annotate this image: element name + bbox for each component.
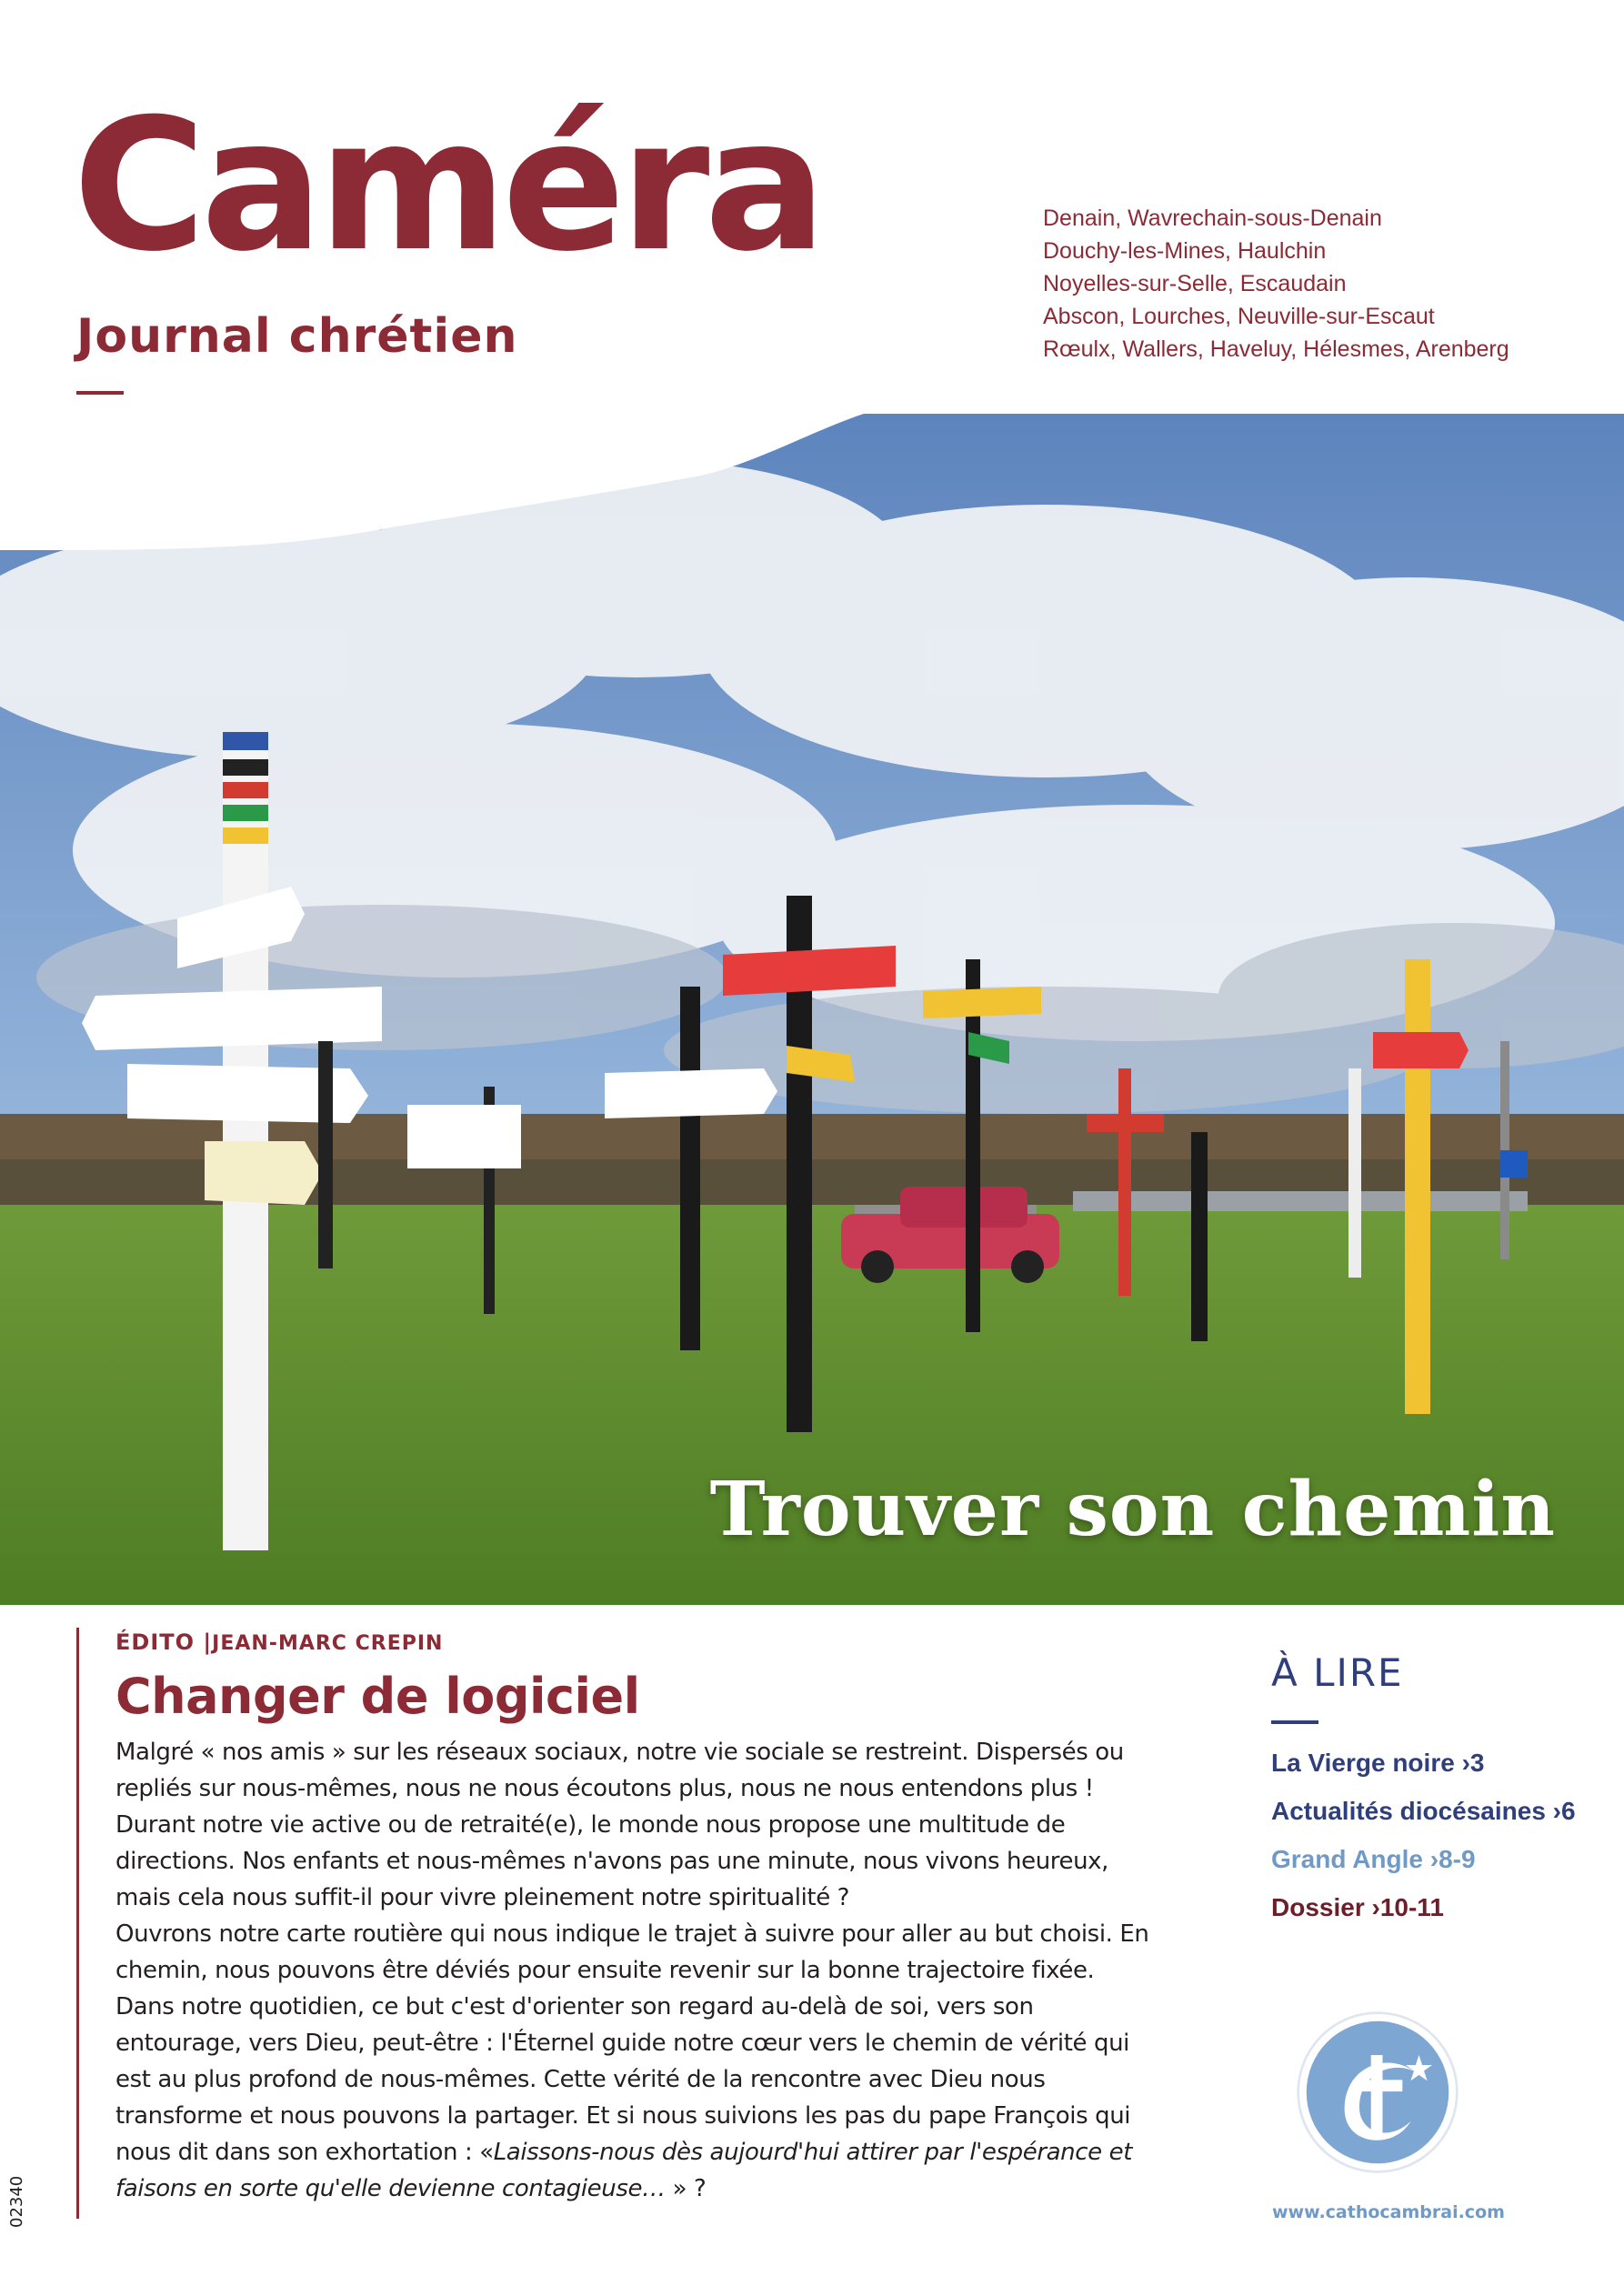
town-list bbox=[1043, 202, 1509, 366]
pope-quote: Laissons-nous dès aujourd'hui attirer par l'espérance et faisons en sorte qu'elle devienne contagieuse… bbox=[115, 2139, 1132, 2202]
a-lire-section bbox=[1271, 1650, 1580, 1931]
cover-headline: Trouver son chemin bbox=[709, 1466, 1556, 1553]
a-lire-divider bbox=[1271, 1720, 1318, 1724]
a-lire-item: La Vierge noire ›3 bbox=[1271, 1749, 1485, 1777]
edito-body bbox=[115, 1734, 1158, 2207]
edition-code: 02340 bbox=[7, 2175, 26, 2228]
masthead-subtitle: Journal chrétien bbox=[76, 309, 518, 364]
town-line: Douchy-les-Mines, Haulchin bbox=[1043, 238, 1327, 264]
edito-paragraph: Ouvrons notre carte routière qui nous indique le trajet à suivre pour aller au but choisi. En chemin, nous pouvons être déviés pour ensuite revenir sur la bonne trajectoire fixée. Dans notre quotidien, ce but c'est d'orienter son regard au-delà de soi, vers son entourage, vers Dieu, peut-être : l'Éternel guide notre cœur vers le chemin de vérité qui est au plus profond de nous-mêmes. Cette vérité de la rencontre avec Dieu nous transforme et nous pouvons la partager. Et si nous suivions les pas du pape François qui nous dit dans son exhortation : «Laissons-nous dès aujourd'hui attirer par l'espérance et faisons en sorte qu'elle devienne contagieuse… » ? bbox=[115, 1920, 1149, 2202]
masthead-divider bbox=[76, 391, 124, 395]
edito-author: JEAN-MARC CREPIN bbox=[212, 1632, 444, 1655]
masthead-title: Caméra bbox=[73, 80, 822, 292]
diocese-logo-icon bbox=[1295, 2010, 1460, 2175]
edito-title: Changer de logiciel bbox=[115, 1668, 640, 1725]
town-line: Rœulx, Wallers, Haveluy, Hélesmes, Arenberg bbox=[1043, 336, 1509, 362]
edito-paragraph: Malgré « nos amis » sur les réseaux sociaux, notre vie sociale se restreint. Dispersés ou repliés sur nous-mêmes, nous ne nous écoutons plus, nous ne nous entendons plus ! Durant notre vie active ou de retraité(e), le monde nous propose une multitude de directions. Nos enfants et nous-mêmes n'avons pas une minute, nous vivons heureux, mais cela nous suffit-il pour vivre pleinement notre spiritualité ? bbox=[115, 1739, 1124, 1911]
a-lire-title: À LIRE bbox=[1271, 1650, 1404, 1695]
town-line: Denain, Wavrechain-sous-Denain bbox=[1043, 206, 1382, 231]
website-link[interactable]: www.cathocambrai.com bbox=[1272, 2202, 1505, 2222]
signpost-scene bbox=[0, 414, 1624, 1605]
edito-label: ÉDITO bbox=[115, 1629, 195, 1655]
a-lire-item: Actualités diocésaines ›6 bbox=[1271, 1797, 1576, 1825]
town-line: Abscon, Lourches, Neuville-sur-Escaut bbox=[1043, 304, 1435, 329]
town-line: Noyelles-sur-Selle, Escaudain bbox=[1043, 271, 1347, 296]
edito-tag: ÉDITO |JEAN-MARC CREPIN bbox=[115, 1629, 444, 1655]
a-lire-item: Dossier ›10-11 bbox=[1271, 1893, 1444, 1921]
a-lire-item: Grand Angle ›8-9 bbox=[1271, 1845, 1476, 1873]
edito-section bbox=[76, 1628, 1158, 2219]
cover-photo bbox=[0, 414, 1624, 1605]
